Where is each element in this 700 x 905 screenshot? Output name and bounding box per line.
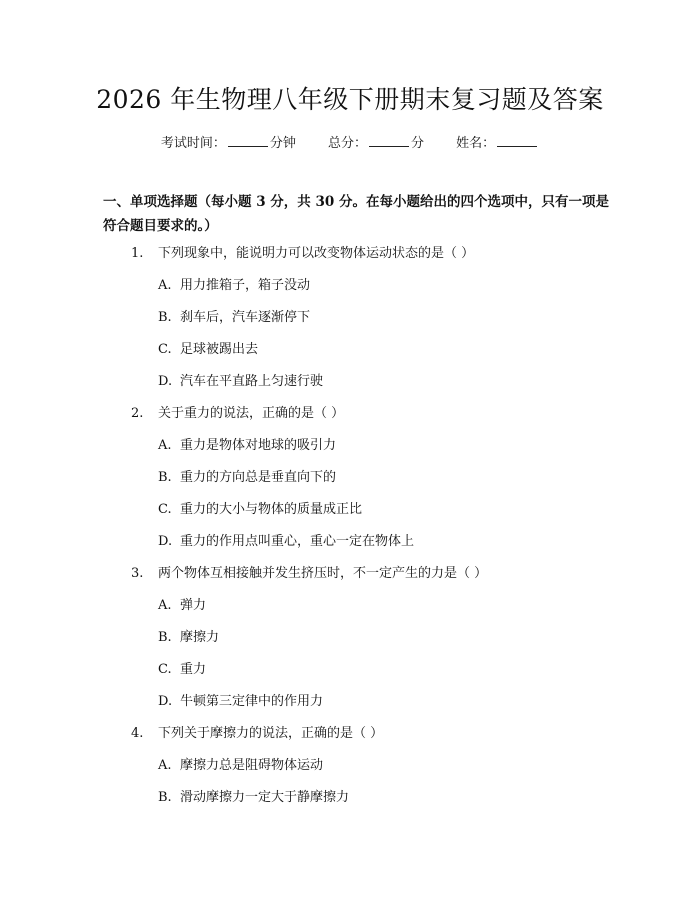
question-number: 2. — [131, 406, 144, 421]
student-name-field — [456, 132, 539, 151]
question-number: 1. — [131, 246, 144, 261]
option-text: 滑动摩擦力一定大于静摩擦力 — [180, 790, 350, 805]
option-text: 弹力 — [180, 598, 207, 613]
option-text: 重力的作用点叫重心，重心一定在物体上 — [180, 534, 415, 549]
question-stem — [0, 564, 700, 596]
answer-option[interactable] — [0, 756, 700, 788]
option-letter: D. — [158, 694, 173, 709]
question-number: 3. — [131, 566, 144, 581]
answer-option[interactable] — [0, 340, 700, 372]
question-text: 下列关于摩擦力的说法，正确的是（ ） — [158, 726, 384, 741]
option-letter: A. — [158, 278, 172, 293]
answer-option[interactable] — [0, 596, 700, 628]
option-text: 足球被踢出去 — [180, 342, 259, 357]
option-text: 牛顿第三定律中的作用力 — [180, 694, 324, 709]
answer-option[interactable] — [0, 532, 700, 564]
option-letter: A. — [158, 758, 172, 773]
student-name-label: 姓名： — [456, 136, 496, 151]
exam-time-label: 考试时间： — [160, 136, 226, 151]
exam-info-line — [0, 132, 700, 151]
question-list — [0, 244, 700, 820]
question-text: 关于重力的说法，正确的是（ ） — [158, 406, 345, 421]
answer-option[interactable] — [0, 276, 700, 308]
option-letter: D. — [158, 534, 173, 549]
question-item — [0, 404, 700, 564]
option-text: 摩擦力总是阻碍物体运动 — [180, 758, 324, 773]
answer-option[interactable] — [0, 500, 700, 532]
answer-option[interactable] — [0, 468, 700, 500]
question-number: 4. — [131, 726, 144, 741]
option-letter: C. — [158, 342, 172, 357]
student-name-blank[interactable] — [497, 134, 537, 147]
option-text: 用力推箱子，箱子没动 — [180, 278, 311, 293]
option-letter: B. — [158, 470, 172, 485]
option-text: 刹车后，汽车逐渐停下 — [180, 310, 311, 325]
option-text: 重力的方向总是垂直向下的 — [180, 470, 337, 485]
total-score-field — [328, 132, 424, 151]
option-letter: B. — [158, 790, 172, 805]
answer-option[interactable] — [0, 628, 700, 660]
option-letter: B. — [158, 630, 172, 645]
answer-option[interactable] — [0, 436, 700, 468]
question-stem — [0, 404, 700, 436]
question-item — [0, 724, 700, 820]
answer-option[interactable] — [0, 660, 700, 692]
option-letter: A. — [158, 438, 172, 453]
option-letter: C. — [158, 502, 172, 517]
answer-option[interactable] — [0, 308, 700, 340]
total-score-blank[interactable] — [369, 134, 409, 147]
question-text: 下列现象中，能说明力可以改变物体运动状态的是（ ） — [158, 246, 475, 261]
total-score-unit: 分 — [411, 136, 425, 151]
option-letter: C. — [158, 662, 172, 677]
question-item — [0, 564, 700, 724]
answer-option[interactable] — [0, 692, 700, 724]
option-letter: A. — [158, 598, 172, 613]
option-letter: B. — [158, 310, 172, 325]
option-text: 重力 — [180, 662, 207, 677]
question-stem — [0, 244, 700, 276]
page-title: 2026 年生物理八年级下册期末复习题及答案 — [96, 85, 604, 114]
option-text: 重力是物体对地球的吸引力 — [180, 438, 337, 453]
section-heading: 一、单项选择题（每小题 3 分，共 30 分。在每小题给出的四个选项中，只有一项是符合题目要求的。） — [103, 194, 609, 234]
exam-time-field — [161, 132, 296, 151]
answer-option[interactable] — [0, 372, 700, 404]
option-text: 重力的大小与物体的质量成正比 — [180, 502, 363, 517]
exam-time-unit: 分钟 — [269, 136, 296, 151]
question-text: 两个物体互相接触并发生挤压时，不一定产生的力是（ ） — [158, 566, 488, 581]
question-stem — [0, 724, 700, 756]
option-text: 摩擦力 — [180, 630, 220, 645]
option-text: 汽车在平直路上匀速行驶 — [180, 374, 324, 389]
option-letter: D. — [158, 374, 173, 389]
total-score-label: 总分： — [327, 136, 367, 151]
answer-option[interactable] — [0, 788, 700, 820]
exam-time-blank[interactable] — [228, 134, 268, 147]
question-item — [0, 244, 700, 404]
